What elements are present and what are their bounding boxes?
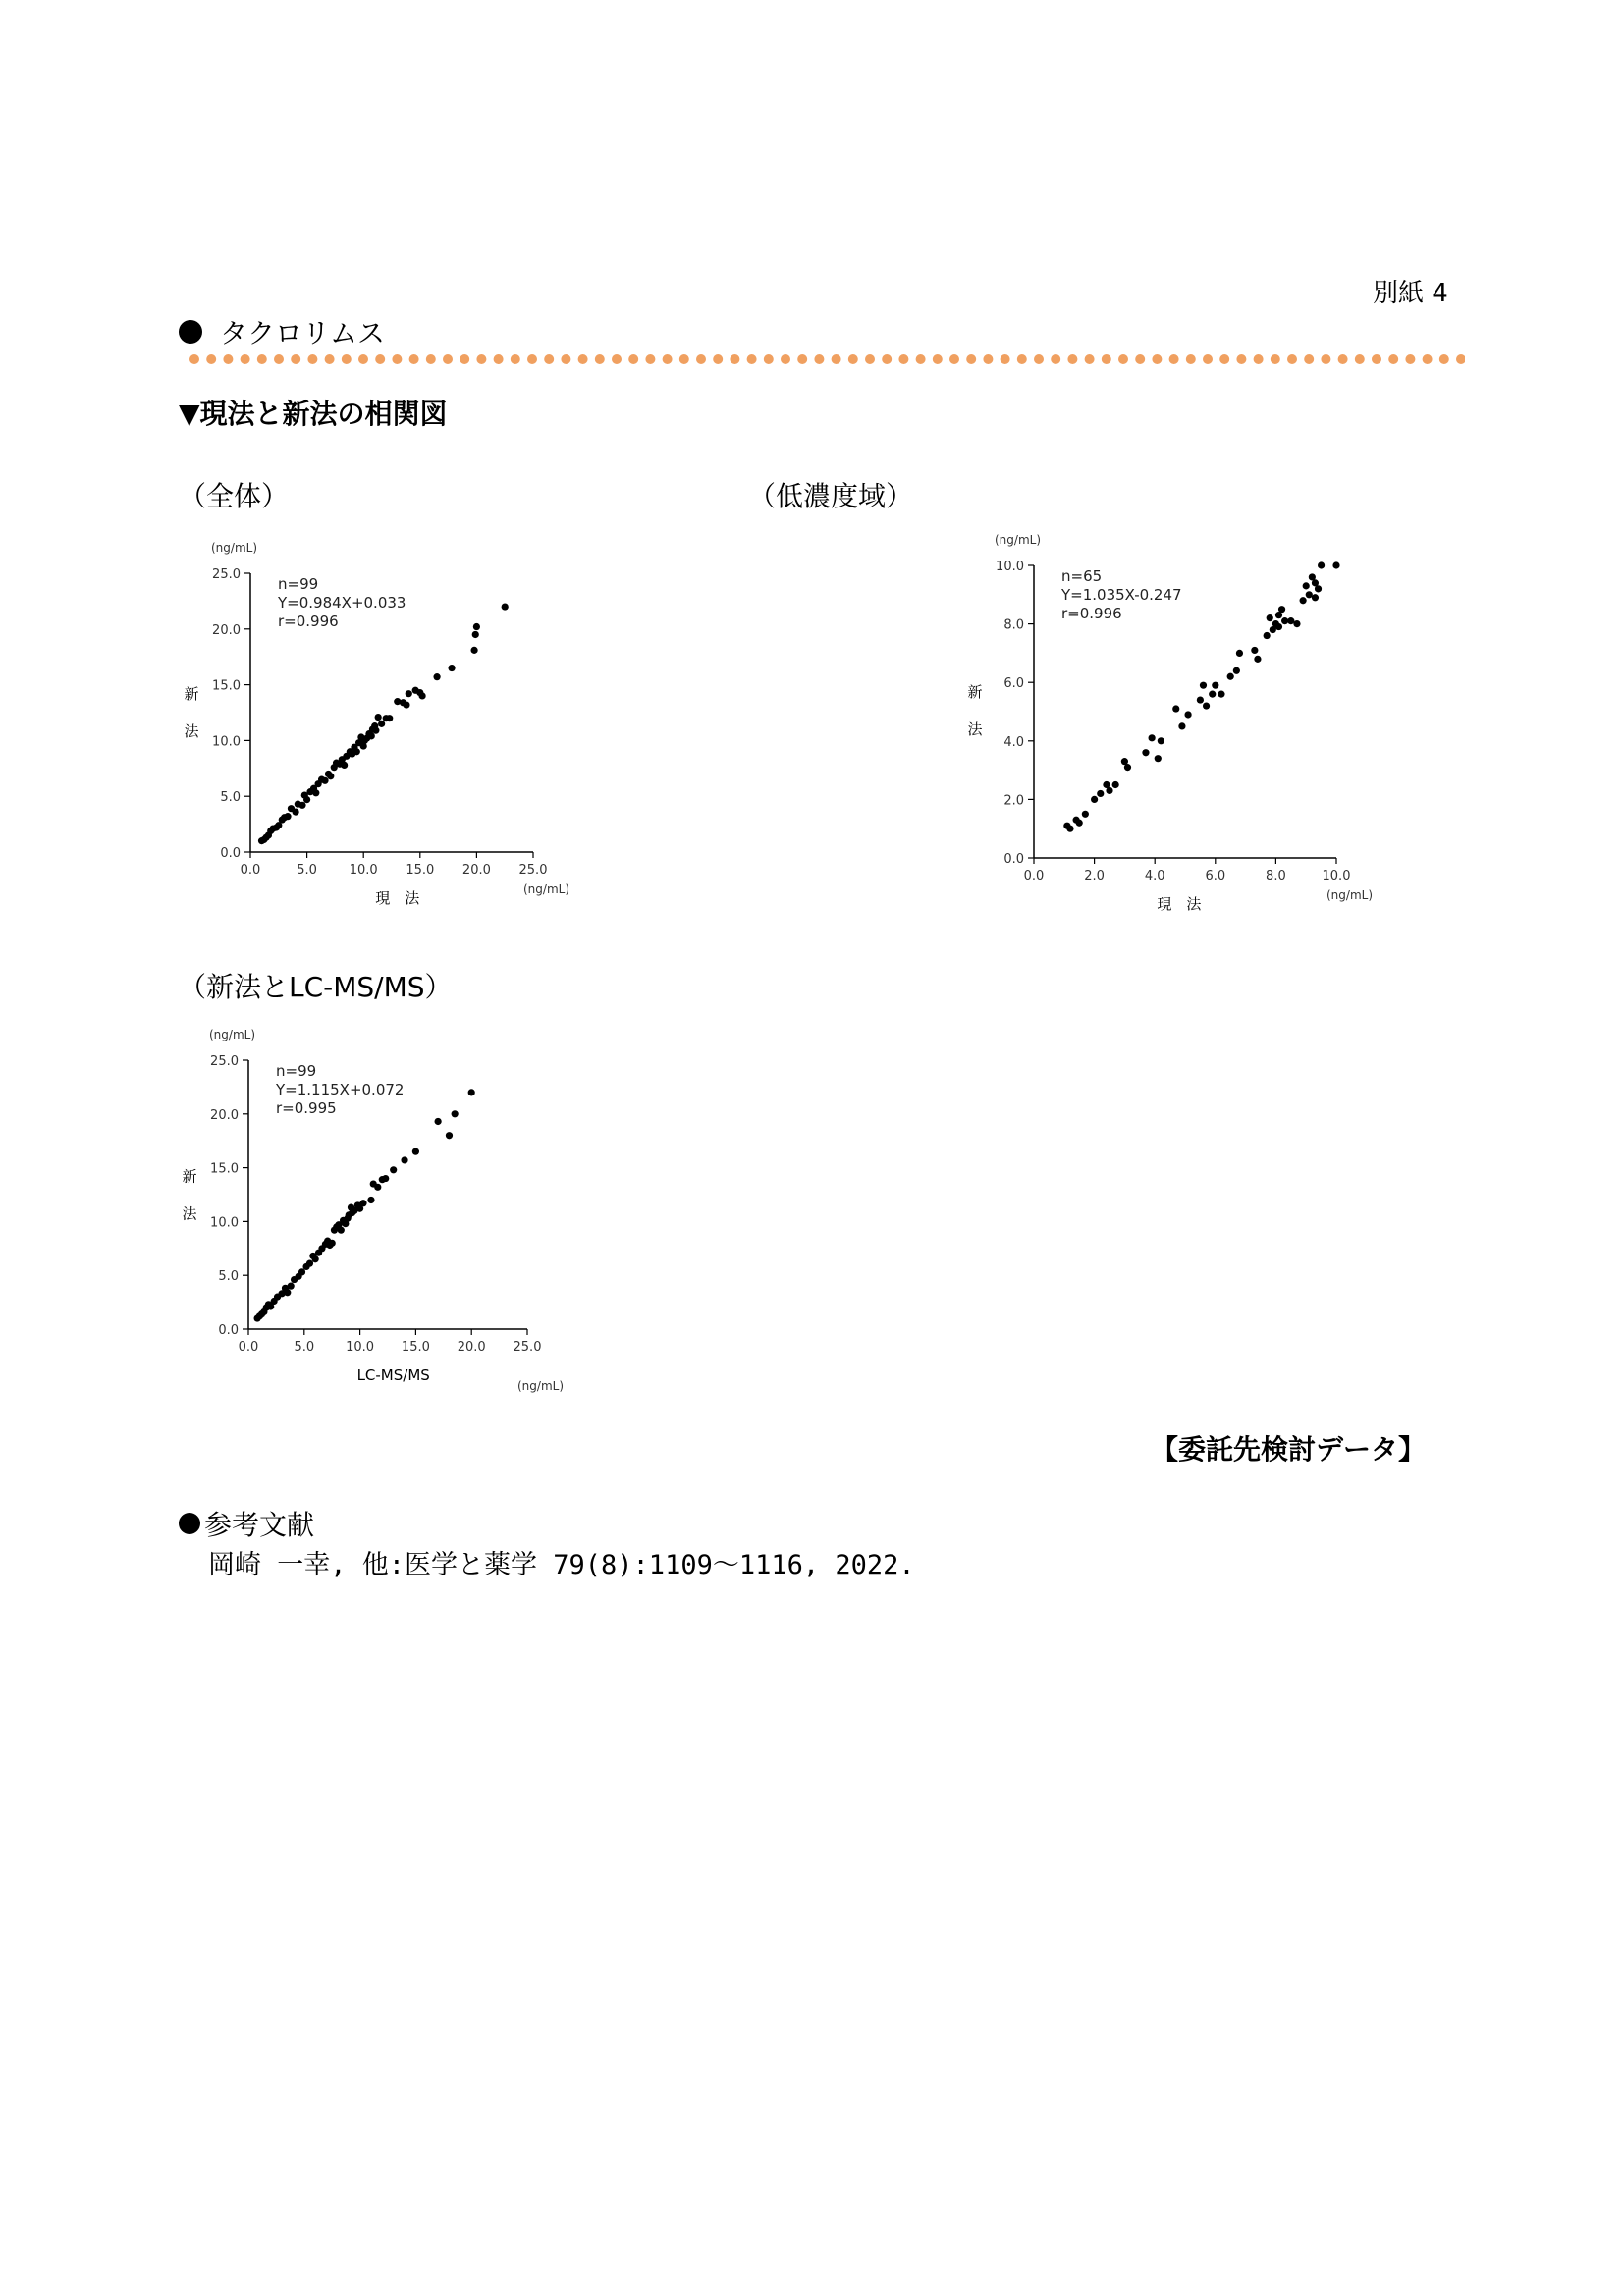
data-point <box>378 721 385 727</box>
data-point <box>321 777 328 784</box>
divider-dot <box>713 354 723 364</box>
data-point <box>1218 691 1224 698</box>
x-tick-label: 25.0 <box>518 863 548 878</box>
panel-label-overall: （全体） <box>179 480 290 512</box>
divider-dot <box>1321 354 1330 364</box>
divider-dot <box>1355 354 1365 364</box>
data-point <box>433 673 440 680</box>
y-tick-label: 10.0 <box>996 560 1024 574</box>
x-unit-label: (ng/mL) <box>517 1379 565 1393</box>
data-point <box>1212 682 1218 689</box>
divider-dot <box>781 354 790 364</box>
data-point <box>1306 591 1313 598</box>
x-tick-label: 20.0 <box>457 1340 486 1355</box>
section-title <box>179 312 385 351</box>
divider-dot <box>1304 354 1314 364</box>
appendix-label: 別紙 4 <box>1373 279 1448 308</box>
data-point <box>435 1118 442 1125</box>
divider-dot <box>1271 354 1280 364</box>
data-point <box>1197 696 1204 703</box>
y-unit-label: (ng/mL) <box>995 533 1042 547</box>
data-point <box>390 1166 397 1173</box>
divider-dot <box>1169 354 1179 364</box>
source-note: 【委託先検討データ】 <box>1151 1433 1427 1466</box>
x-axis-label: 現 法 <box>375 889 420 907</box>
y-tick-label: 15.0 <box>212 678 241 694</box>
x-unit-label: (ng/mL) <box>1326 888 1374 902</box>
divider-dot <box>1118 354 1128 364</box>
y-tick-label: 5.0 <box>218 1269 239 1285</box>
divider-dot <box>342 354 352 364</box>
divider-dot <box>375 354 385 364</box>
data-point <box>1233 667 1240 674</box>
data-point <box>1251 647 1258 654</box>
x-axis-label: LC-MS/MS <box>356 1366 430 1384</box>
data-point <box>284 813 291 820</box>
y-tick-label: 2.0 <box>1003 793 1024 809</box>
divider-dot <box>1456 354 1465 364</box>
regression-annotation: r=0.995 <box>276 1099 337 1117</box>
divider-dot <box>358 354 368 364</box>
data-point <box>1097 790 1104 797</box>
y-axis-label: 法 <box>182 1204 197 1223</box>
x-unit-label: (ng/mL) <box>523 882 570 896</box>
data-point <box>1303 582 1310 589</box>
data-point <box>403 701 409 708</box>
data-point <box>1312 594 1319 601</box>
divider-dot <box>241 354 250 364</box>
divider-dot <box>1152 354 1162 364</box>
data-point <box>470 647 477 654</box>
y-tick-label: 4.0 <box>1003 734 1024 750</box>
data-point <box>406 690 412 697</box>
divider-dot <box>882 354 892 364</box>
data-point <box>1209 691 1216 698</box>
y-tick-label: 25.0 <box>212 567 241 582</box>
regression-annotation: n=65 <box>1061 567 1103 585</box>
data-point <box>374 1184 381 1191</box>
divider-dot <box>274 354 284 364</box>
data-point <box>1264 632 1271 639</box>
data-point <box>446 1132 453 1139</box>
divider-dot <box>696 354 706 364</box>
regression-annotation: Y=1.035X-0.247 <box>1061 586 1182 604</box>
divider-dot <box>916 354 926 364</box>
y-tick-label: 25.0 <box>210 1054 239 1069</box>
data-point <box>1332 561 1339 568</box>
panel-label-lcms: （新法とLC-MS/MS） <box>179 971 453 1003</box>
regression-annotation: Y=0.984X+0.033 <box>278 594 406 612</box>
data-point <box>502 603 509 610</box>
divider-dot <box>764 354 774 364</box>
data-point <box>1172 705 1179 712</box>
bullet-icon <box>179 1513 200 1534</box>
data-point <box>419 692 426 699</box>
y-unit-label: (ng/mL) <box>211 541 258 555</box>
regression-annotation: n=99 <box>278 575 319 593</box>
y-tick-label: 0.0 <box>218 1323 239 1338</box>
divider-dot <box>747 354 757 364</box>
data-point <box>1091 796 1098 803</box>
data-point <box>1082 811 1089 818</box>
data-point <box>1227 673 1234 680</box>
data-point <box>386 715 393 721</box>
divider-dot <box>1236 354 1246 364</box>
divider-dot <box>307 354 317 364</box>
data-point <box>372 727 379 734</box>
divider-dot <box>223 354 233 364</box>
x-tick-label: 15.0 <box>401 1340 430 1355</box>
divider-dot <box>426 354 436 364</box>
divider-dot <box>663 354 673 364</box>
references-title <box>179 1504 314 1543</box>
y-axis-label: 法 <box>184 721 199 740</box>
divider-dot <box>1135 354 1145 364</box>
divider-dot <box>1017 354 1027 364</box>
x-tick-label: 0.0 <box>240 863 261 878</box>
data-point <box>327 773 334 779</box>
divider-dot <box>1001 354 1010 364</box>
data-point <box>353 748 360 755</box>
section-title-text: タクロリムス <box>220 317 386 349</box>
chart-overall <box>177 530 589 917</box>
divider-dot <box>1372 354 1381 364</box>
divider-dot <box>1085 354 1095 364</box>
x-tick-label: 10.0 <box>349 863 378 878</box>
x-axis-label: 現 法 <box>1157 895 1202 913</box>
divider-dot <box>1338 354 1348 364</box>
data-point <box>312 1255 319 1262</box>
x-tick-label: 20.0 <box>461 863 491 878</box>
x-tick-label: 5.0 <box>297 863 317 878</box>
data-point <box>1106 787 1112 794</box>
divider-dot <box>409 354 419 364</box>
data-point <box>367 1197 374 1203</box>
divider-dot <box>966 354 976 364</box>
data-point <box>468 1089 475 1095</box>
divider-dot <box>460 354 469 364</box>
data-point <box>1278 606 1285 613</box>
divider-dot <box>189 354 199 364</box>
y-tick-label: 20.0 <box>212 622 241 638</box>
divider-dot <box>933 354 943 364</box>
divider-dot <box>865 354 875 364</box>
data-point <box>1275 623 1282 630</box>
chart-low <box>962 518 1394 925</box>
data-point <box>382 1175 389 1182</box>
y-axis-label: 新 <box>967 683 983 702</box>
chart-lcms-svg <box>177 1016 589 1399</box>
divider-dot <box>1254 354 1264 364</box>
x-tick-label: 8.0 <box>1266 869 1286 883</box>
y-tick-label: 8.0 <box>1003 617 1024 633</box>
data-point <box>359 1200 366 1206</box>
regression-annotation: r=0.996 <box>1061 605 1122 622</box>
x-tick-label: 6.0 <box>1205 869 1226 883</box>
data-point <box>1124 764 1131 771</box>
divider-dot <box>325 354 335 364</box>
y-tick-label: 10.0 <box>210 1215 239 1231</box>
divider-dot <box>1186 354 1196 364</box>
divider-dot <box>612 354 622 364</box>
data-point <box>1142 749 1149 756</box>
data-point <box>1149 734 1156 741</box>
y-axis-label: 法 <box>967 721 983 739</box>
divider-dot <box>494 354 504 364</box>
data-point <box>368 732 375 739</box>
y-tick-label: 6.0 <box>1003 676 1024 692</box>
y-axis-label: 新 <box>184 684 199 703</box>
divider-dot <box>511 354 520 364</box>
divider-dot <box>1388 354 1398 364</box>
data-point <box>1281 617 1288 624</box>
dotted-divider <box>189 352 1465 366</box>
divider-dot <box>257 354 267 364</box>
chart-overall-svg <box>177 530 589 913</box>
x-tick-label: 0.0 <box>1023 869 1045 883</box>
divider-dot <box>679 354 689 364</box>
divider-dot <box>898 354 908 364</box>
bullet-icon <box>179 320 202 344</box>
y-axis-label: 新 <box>182 1167 197 1186</box>
divider-dot <box>443 354 453 364</box>
regression-annotation: n=99 <box>276 1062 317 1080</box>
subheading: ▼現法と新法の相関図 <box>179 398 448 430</box>
data-point <box>472 631 479 638</box>
reference-citation: 岡崎 一幸, 他:医学と薬学 79(8):1109〜1116, 2022. <box>208 1550 915 1580</box>
data-point <box>329 1240 336 1247</box>
divider-dot <box>392 354 402 364</box>
data-point <box>375 714 382 721</box>
x-tick-label: 0.0 <box>238 1340 259 1355</box>
references-title-text: 参考文献 <box>204 1509 315 1541</box>
data-point <box>1158 737 1164 744</box>
divider-dot <box>1067 354 1077 364</box>
y-tick-label: 10.0 <box>212 734 241 750</box>
divider-dot <box>476 354 486 364</box>
divider-dot <box>544 354 554 364</box>
divider-dot <box>1203 354 1213 364</box>
data-point <box>1315 585 1322 592</box>
divider-dot <box>848 354 858 364</box>
data-point <box>412 1148 419 1155</box>
panel-label-low: （低濃度域） <box>748 480 914 512</box>
divider-dot <box>291 354 300 364</box>
divider-dot <box>1287 354 1297 364</box>
data-point <box>1155 755 1162 762</box>
divider-dot <box>628 354 638 364</box>
regression-annotation: r=0.996 <box>278 613 339 630</box>
data-point <box>341 762 348 769</box>
x-tick-label: 4.0 <box>1144 869 1165 883</box>
data-point <box>1300 597 1307 604</box>
data-point <box>1203 702 1210 709</box>
data-point <box>1287 617 1294 624</box>
data-point <box>1267 614 1273 621</box>
data-point <box>303 796 310 803</box>
divider-dot <box>797 354 807 364</box>
y-tick-label: 5.0 <box>220 790 241 806</box>
data-point <box>1200 682 1207 689</box>
divider-dot <box>730 354 739 364</box>
divider-dot <box>1219 354 1229 364</box>
regression-annotation: Y=1.115X+0.072 <box>276 1081 405 1098</box>
divider-dot <box>595 354 605 364</box>
divider-dot <box>1051 354 1060 364</box>
data-point <box>1293 620 1300 627</box>
x-tick-label: 25.0 <box>513 1340 542 1355</box>
data-point <box>288 1283 295 1290</box>
divider-dot <box>578 354 588 364</box>
divider-dot <box>206 354 216 364</box>
x-tick-label: 15.0 <box>406 863 435 878</box>
data-point <box>1184 711 1191 718</box>
x-tick-label: 2.0 <box>1084 869 1105 883</box>
data-point <box>1076 820 1083 827</box>
data-point <box>284 1289 291 1296</box>
data-point <box>312 789 319 796</box>
divider-dot <box>983 354 993 364</box>
data-point <box>448 665 455 671</box>
data-point <box>473 623 480 630</box>
data-point <box>1318 561 1325 568</box>
divider-dot <box>1102 354 1111 364</box>
data-point <box>298 802 305 809</box>
data-point <box>452 1110 459 1117</box>
divider-dot <box>1034 354 1044 364</box>
chart-low-svg <box>962 518 1394 921</box>
divider-dot <box>645 354 655 364</box>
data-point <box>1066 826 1073 832</box>
divider-dot <box>1423 354 1433 364</box>
divider-dot <box>814 354 824 364</box>
data-point <box>1236 650 1243 657</box>
divider-dot <box>561 354 570 364</box>
y-tick-label: 20.0 <box>210 1107 239 1123</box>
divider-dot <box>949 354 959 364</box>
divider-dot <box>832 354 841 364</box>
data-point <box>338 1227 345 1234</box>
y-tick-label: 15.0 <box>210 1161 239 1177</box>
divider-dot <box>1439 354 1449 364</box>
chart-lcms <box>177 1016 589 1403</box>
data-point <box>401 1156 407 1163</box>
data-point <box>1112 781 1119 788</box>
data-point <box>1178 722 1185 729</box>
data-point <box>292 809 298 816</box>
x-tick-label: 5.0 <box>294 1340 315 1355</box>
data-point <box>306 1260 313 1267</box>
y-tick-label: 0.0 <box>1003 852 1024 867</box>
x-tick-label: 10.0 <box>1322 869 1351 883</box>
y-tick-label: 0.0 <box>220 846 241 861</box>
y-unit-label: (ng/mL) <box>209 1028 256 1041</box>
x-tick-label: 10.0 <box>346 1340 375 1355</box>
divider-dot <box>1405 354 1415 364</box>
data-point <box>1254 656 1261 663</box>
divider-dot <box>527 354 537 364</box>
